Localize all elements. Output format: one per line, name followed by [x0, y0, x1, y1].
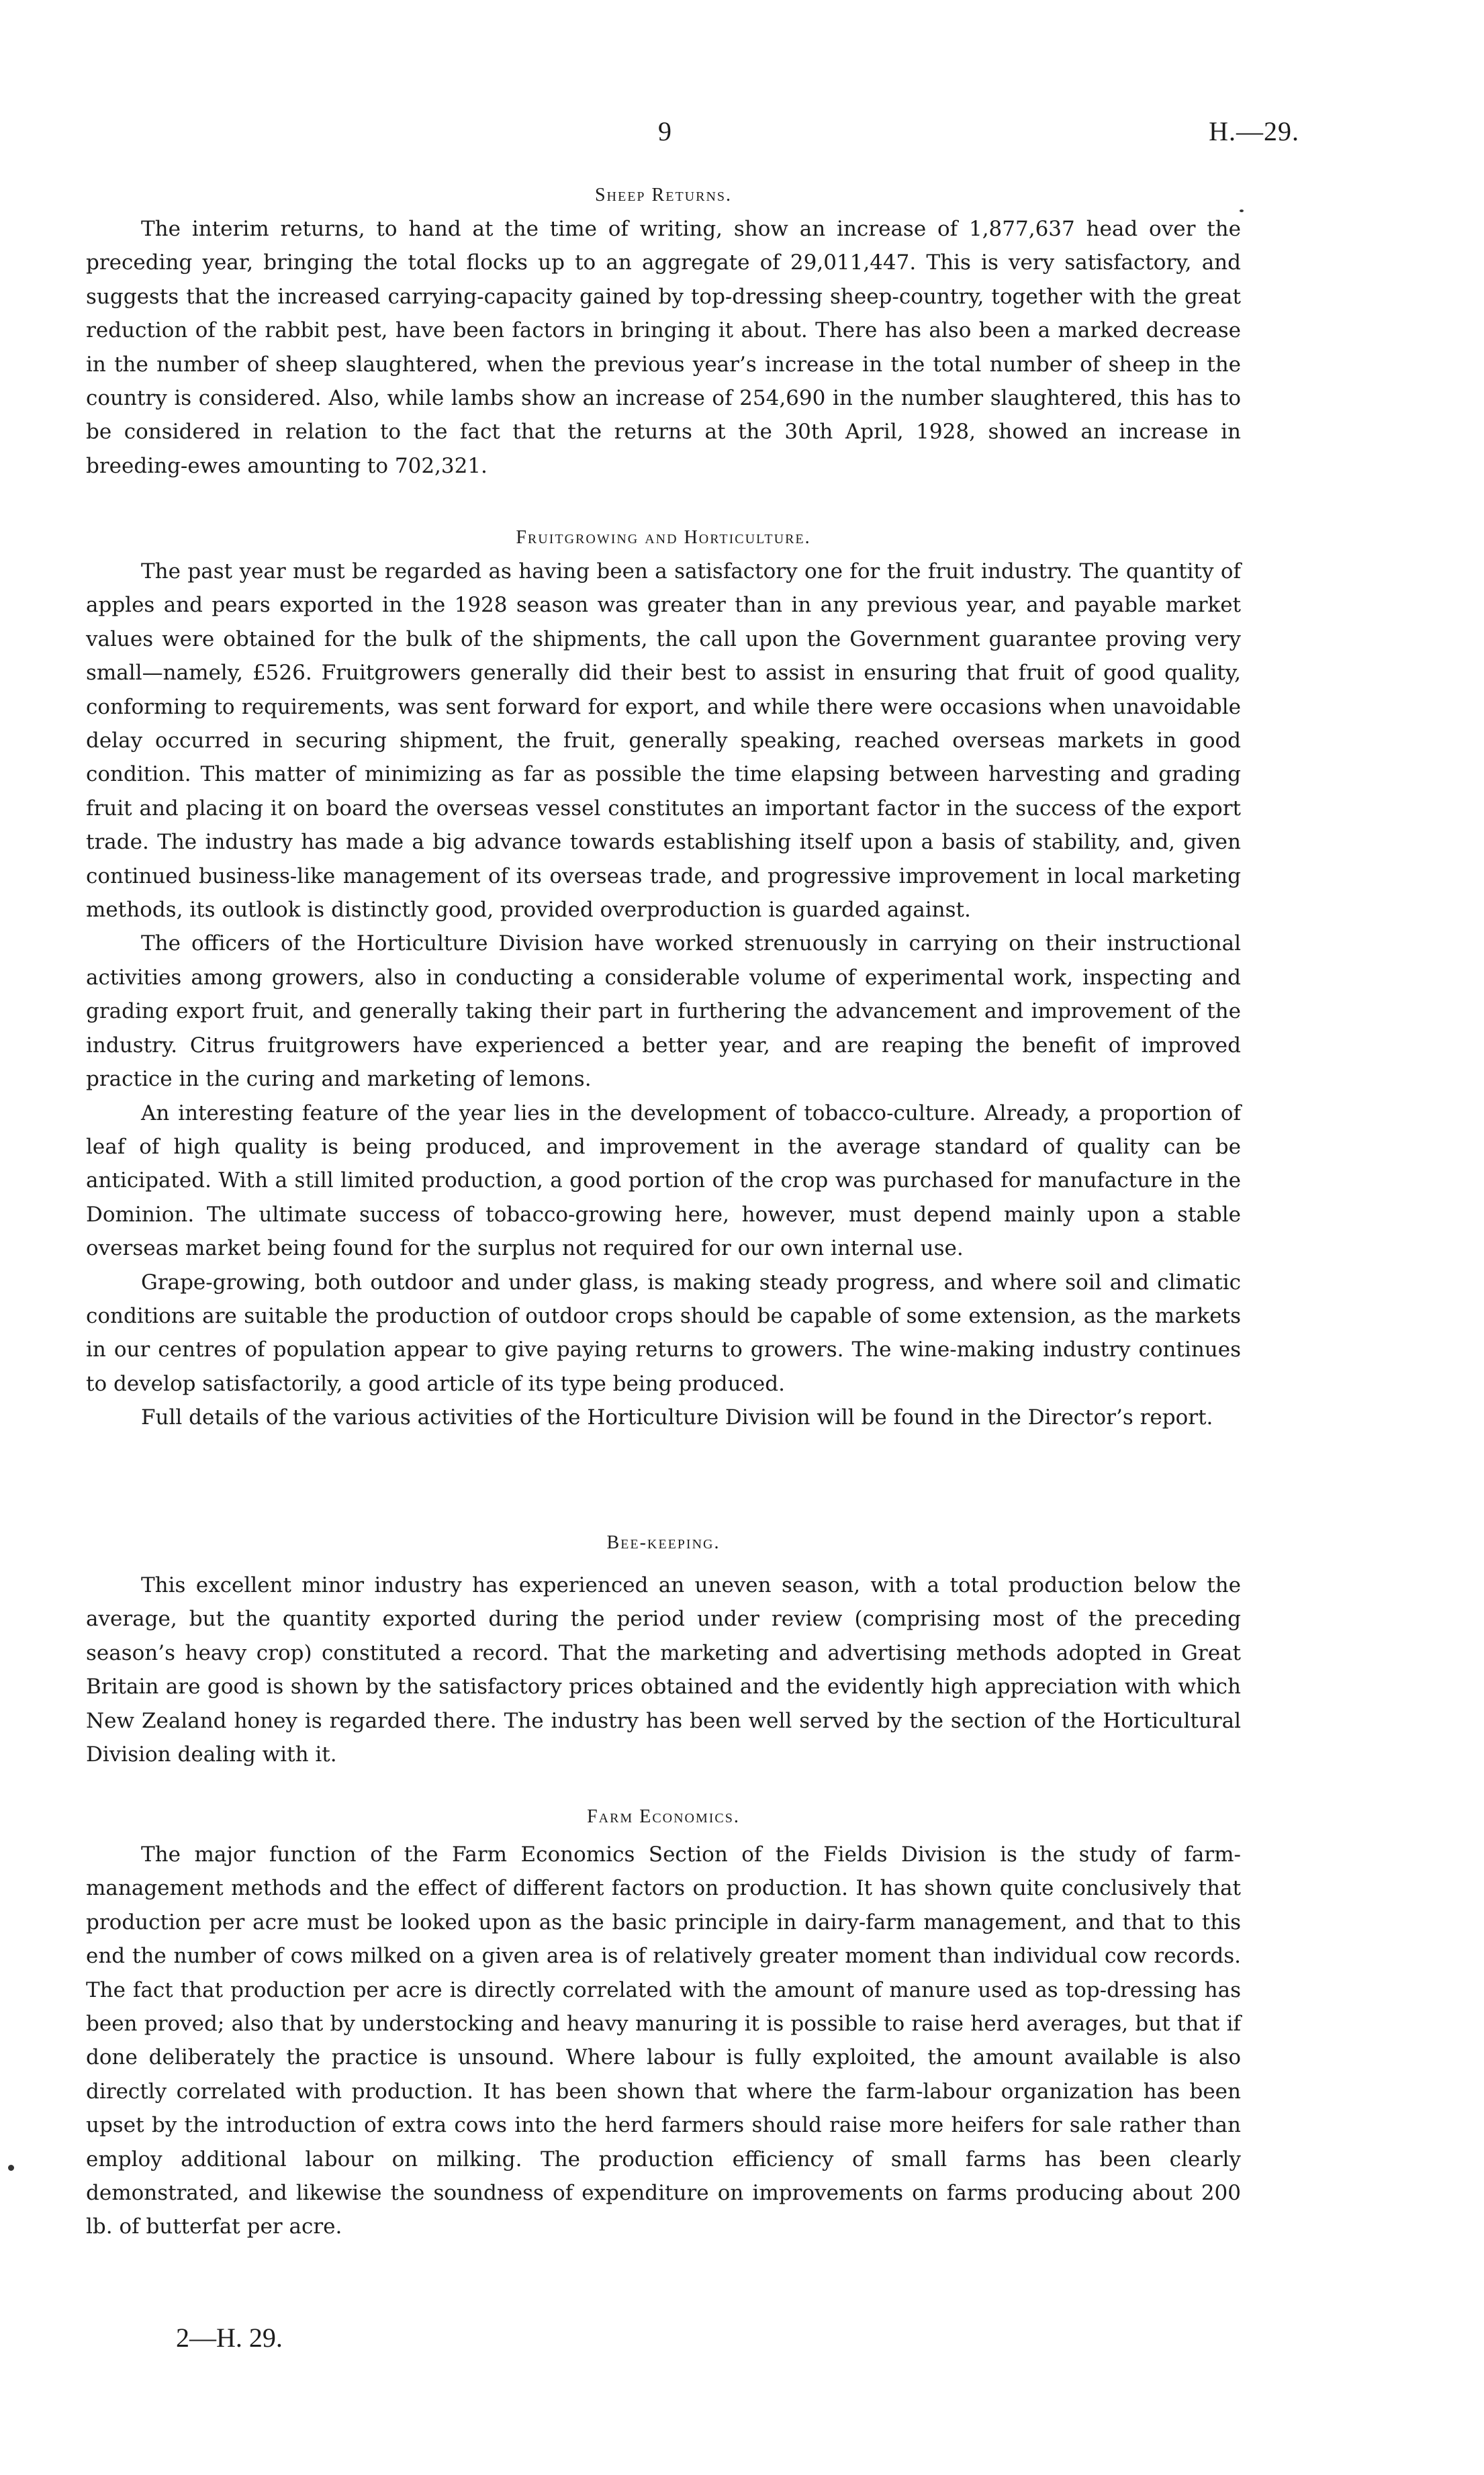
farm-economics-paragraph-1: The major function of the Farm Economics Section of the Fields Division is the study of farm-management methods and the effect of different factors on production. It has shown quite conclusively that production per acre must be looked upon as the basic principle in dairy-farm management, and that to this end the number of cows milked on a given area is of relatively greater moment than individual cow records. The fact that production per acre is directly correlated with the amount of manure used as top-dressing has been proved; also that by understocking and heavy manuring it is possible to raise herd averages, but that if done deliberately the practice is unsound. Where labour is fully exploited, the amount available is also directly correlated with production. It has been shown that where the farm-labour organization has been upset by the introduction of extra cows into the herd farmers should raise more heifers for sale rather than employ additional labour on milking. The production efficiency of small farms has been clearly demonstrated, and likewise the soundness of expenditure on improvements on farms producing about 200 lb. of butterfat per acre. — [86, 1842, 1241, 2239]
sheep-returns-section — [86, 185, 1241, 483]
scan-speck-mark — [1240, 209, 1244, 212]
footer-signature-reference: 2—H. 29. — [176, 2323, 283, 2353]
document-reference: H.—29. — [1209, 116, 1299, 146]
fruitgrowing-paragraph-5: Full details of the various activities of the Horticulture Division will be found in the Director’s report. — [141, 1405, 1213, 1430]
fruitgrowing-section — [86, 527, 1241, 1435]
fruitgrowing-paragraph-4: Grape-growing, both outdoor and under glass, is making steady progress, and where soil and climatic conditions are suitable the production of outdoor crops should be capable of some extension, as the markets in our centres of population appear to give paying returns to growers. The wine-making industry continues to develop satisfactorily, a good article of its type being produced. — [86, 1270, 1241, 1396]
bee-keeping-section — [86, 1532, 1241, 1771]
fruitgrowing-paragraph-2: The officers of the Horticulture Division have worked strenuously in carrying on their instructional activities among growers, also in conducting a considerable volume of experimental work, inspecting and grading export fruit, and generally taking their part in furthering the advancement and improvement of the industry. Citrus fruitgrowers have experienced a better year, and are reaping the benefit of improved practice in the curing and marketing of lemons. — [86, 931, 1241, 1092]
farm-economics-section — [86, 1806, 1241, 2244]
fruitgrowing-heading: Fruitgrowing and Horticulture. — [516, 527, 811, 548]
bee-keeping-heading: Bee-keeping. — [606, 1532, 721, 1553]
sheep-returns-heading: Sheep Returns. — [594, 185, 733, 205]
bee-keeping-paragraph-1: This excellent minor industry has experienced an uneven season, with a total production below the average, but the quantity exported during the period under review (comprising most of the preceding season’s heavy crop) constituted a record. That the marketing and advertising methods adopted in Great Britain are good is shown by the satisfactory prices obtained and the evidently high appreciation with which New Zealand honey is regarded there. The industry has been well served by the section of the Horticultural Division dealing with it. — [86, 1573, 1241, 1767]
farm-economics-heading: Farm Economics. — [587, 1806, 740, 1827]
margin-dot-mark — [8, 2165, 14, 2171]
page-number: 9 — [658, 116, 671, 146]
fruitgrowing-paragraph-1: The past year must be regarded as having been a satisfactory one for the fruit industry. The quantity of apples and pears exported in the 1928 season was greater than in any previous year, and payable market values were obtained for the bulk of the shipments, the call upon the Government guarantee proving very small—namely, £526. Fruitgrowers generally did their best to assist in ensuring that fruit of good quality, conforming to requirements, was sent forward for export, and while there were occasions when unavoidable delay occurred in securing shipment, the fruit, generally speaking, reached overseas markets in good condition. This matter of minimizing as far as possible the time elapsing between harvesting and grading fruit and placing it on board the overseas vessel constitutes an important factor in the success of the export trade. The industry has made a big advance towards establishing itself upon a basis of stability, and, given continued business-like management of its overseas trade, and progressive improvement in local marketing methods, its outlook is distinctly good, provided overproduction is guarded against. — [86, 559, 1241, 923]
fruitgrowing-paragraph-3: An interesting feature of the year lies in the development of tobacco-culture. Already, a proportion of leaf of high quality is being produced, and improvement in the average standard of quality can be anticipated. With a still limited production, a good portion of the crop was purchased for manufacture in the Dominion. The ultimate success of tobacco-growing here, however, must depend mainly upon a stable overseas market being found for the surplus not required for our own internal use. — [86, 1101, 1241, 1261]
sheep-returns-paragraph-1: The interim returns, to hand at the time of writing, show an increase of 1,877,637 head over the preceding year, bringing the total flocks up to an aggregate of 29,011,447. This is very satisfactory, and suggests that the increased carrying-capacity gained by top-dressing sheep-country, together with the great reduction of the rabbit pest, have been factors in bringing it about. There has also been a marked decrease in the number of sheep slaughtered, when the previous year’s increase in the total number of sheep in the country is considered. Also, while lambs show an increase of 254,690 in the number slaughtered, this has to be considered in relation to the fact that the returns at the 30th April, 1928, showed an increase in breeding-ewes amounting to 702,321. — [86, 217, 1241, 478]
